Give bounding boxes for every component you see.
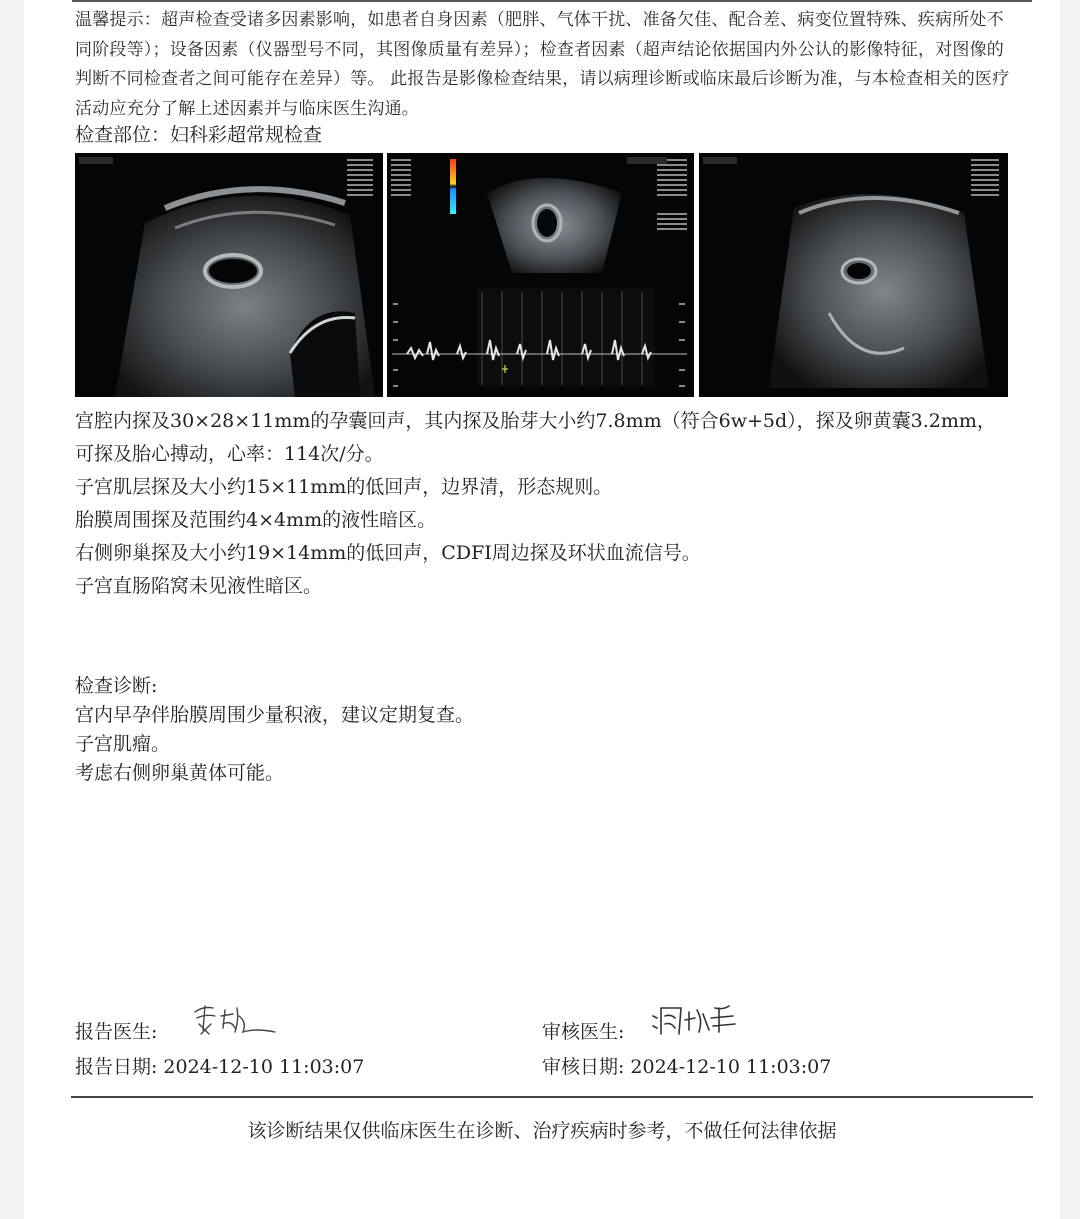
ultrasound-image-3 <box>699 153 1008 397</box>
notice-text: 温馨提示：超声检查受诸多因素影响，如患者自身因素（肥胖、气体干扰、准备欠佳、配合差、病变位置特殊、疾病所处不同阶段等）；设备因素（仪器型号不同，其图像质量有差异）；检查者因素（超声结论依据国内外公认的影像特征，对图像的判断不同检查者之间可能存在差异）等。 此报告是影像检查结果，请以病理诊断或临床最后诊断为准，与本检查相关的医疗活动应充分了解上述因素并与临床医生沟通。 <box>75 10 1010 119</box>
report-date-label: 报告日期: <box>75 1056 158 1078</box>
exam-site-label: 检查部位： <box>75 124 171 146</box>
exam-site-line <box>75 120 322 150</box>
exam-site-value: 妇科彩超常规检查 <box>170 124 323 146</box>
report-doctor-label: 报告医生: <box>75 1021 158 1043</box>
review-doctor-signature <box>649 1000 749 1040</box>
report-date-value: 2024-12-10 11:03:07 <box>163 1056 365 1078</box>
footer-disclaimer: 该诊断结果仅供临床医生在诊断、治疗疾病时参考，不做任何法律依据 <box>247 1120 837 1142</box>
review-doctor-label: 审核医生: <box>542 1021 625 1043</box>
bottom-divider <box>71 1096 1033 1098</box>
report-date-line <box>75 1052 364 1082</box>
diagnosis-item: 子宫肌瘤。 <box>75 733 171 755</box>
report-page <box>24 0 1060 1219</box>
review-date-line <box>542 1052 831 1082</box>
diagnosis-label: 检查诊断: <box>75 675 158 697</box>
finding-line: 子宫肌层探及大小约15×11mm的低回声，边界清，形态规则。 <box>75 476 613 498</box>
diagnosis-section <box>75 672 474 788</box>
review-date-label: 审核日期: <box>542 1056 625 1078</box>
report-doctor-signature <box>189 998 279 1038</box>
ultrasound-image-2-doppler <box>387 153 694 397</box>
findings-list <box>75 405 1025 603</box>
finding-line: 可探及胎心搏动，心率：114次/分。 <box>75 443 384 465</box>
diagnosis-item: 宫内早孕伴胎膜周围少量积液，建议定期复查。 <box>75 704 475 726</box>
ultrasound-image-1 <box>75 153 383 397</box>
top-divider <box>72 0 1032 2</box>
finding-line: 胎膜周围探及范围约4×4mm的液性暗区。 <box>75 509 437 531</box>
review-date-value: 2024-12-10 11:03:07 <box>630 1056 832 1078</box>
finding-line: 宫腔内探及30×28×11mm的孕囊回声，其内探及胎芽大小约7.8mm（符合6w+5d），探及卵黄囊3.2mm， <box>75 410 996 432</box>
finding-line: 右侧卵巢探及大小约19×14mm的低回声，CDFI周边探及环状血流信号。 <box>75 542 701 564</box>
finding-line: 子宫直肠陷窝未见液性暗区。 <box>75 575 323 597</box>
diagnosis-item: 考虑右侧卵巢黄体可能。 <box>75 762 285 784</box>
